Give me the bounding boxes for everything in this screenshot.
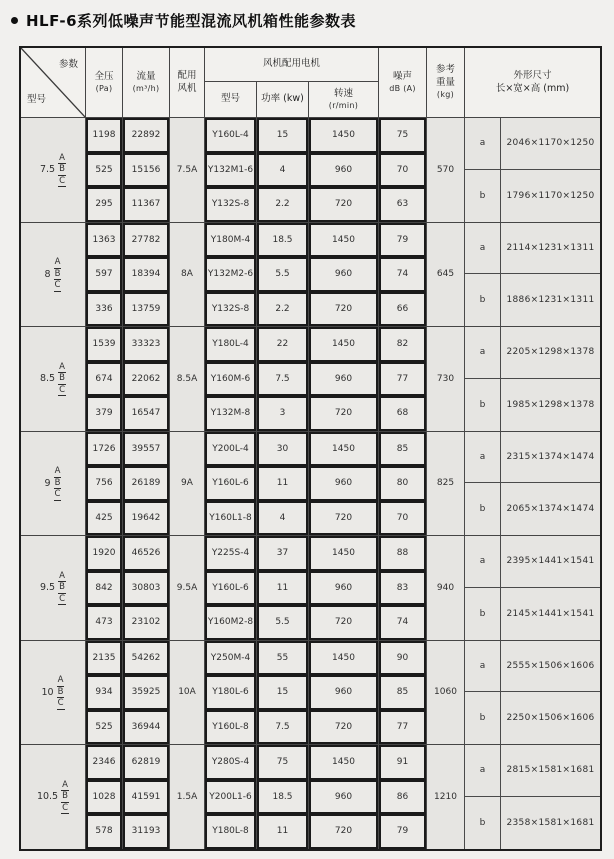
noise-cell: 70 xyxy=(379,501,427,536)
pressure-cell: 379 xyxy=(86,396,123,431)
power-cell: 75 xyxy=(257,745,309,780)
motor-model-cell: Y132M2-6 xyxy=(205,257,257,292)
model-cell xyxy=(21,327,86,431)
motor-model-cell: Y160M-6 xyxy=(205,362,257,397)
pressure-cell: 1198 xyxy=(86,118,123,153)
model-number: 9.5 xyxy=(39,582,56,594)
flow-cell: 15156 xyxy=(123,153,170,188)
variant-label-b: B xyxy=(54,477,61,488)
header-motor-speed: 转速 (r/min) xyxy=(309,82,379,117)
power-cell: 2.2 xyxy=(257,292,309,327)
motor-model-cell: Y200L1-6 xyxy=(205,780,257,815)
variant-label-c: C xyxy=(59,384,66,395)
weight-cell: 645 xyxy=(427,223,465,327)
speed-cell: 960 xyxy=(309,780,379,815)
variant-label-a: A xyxy=(54,466,61,476)
motor-model-cell: Y225S-4 xyxy=(205,536,257,571)
dim-variant-b-label: b xyxy=(465,170,501,222)
speed-cell: 960 xyxy=(309,675,379,710)
pressure-cell: 2346 xyxy=(86,745,123,780)
dim-variant-b-label: b xyxy=(465,692,501,744)
variant-label-a: A xyxy=(59,570,65,581)
power-cell: 3 xyxy=(257,396,309,431)
noise-cell: 77 xyxy=(379,710,427,745)
dimensions-b-cell: 2358×1581×1681 xyxy=(506,817,595,828)
variant-label-c: C xyxy=(54,280,61,290)
table-body xyxy=(21,117,600,849)
noise-cell: 68 xyxy=(379,396,427,431)
power-cell: 4 xyxy=(257,501,309,536)
variant-label-a: A xyxy=(54,257,61,267)
weight-cell: 570 xyxy=(427,118,465,222)
power-cell: 5.5 xyxy=(257,257,309,292)
motor-model-cell: Y132M1-6 xyxy=(205,153,257,188)
motor-model-cell: Y250M-4 xyxy=(205,641,257,676)
table-row-group xyxy=(21,117,600,222)
table-row-group xyxy=(21,326,600,431)
table-row-group xyxy=(21,535,600,640)
pressure-cell: 1539 xyxy=(86,327,123,362)
dimensions-b-cell: 2065×1374×1474 xyxy=(506,504,595,515)
motor-model-cell: Y160L-4 xyxy=(205,118,257,153)
motor-model-cell: Y160L-6 xyxy=(205,571,257,606)
header-motor-group: 风机配用电机 xyxy=(205,48,379,82)
noise-cell: 88 xyxy=(379,536,427,571)
pressure-cell: 1363 xyxy=(86,223,123,258)
header-corner-cell xyxy=(21,48,86,117)
power-cell: 22 xyxy=(257,327,309,362)
table-row-group xyxy=(21,640,600,745)
weight-cell: 730 xyxy=(427,327,465,431)
dim-variant-a-label: a xyxy=(465,118,501,170)
model-variant-stack xyxy=(54,466,62,501)
header-parameter-label: 参数 xyxy=(58,59,78,70)
variant-label-a: A xyxy=(57,675,64,685)
noise-cell: 74 xyxy=(379,605,427,640)
flow-cell: 26189 xyxy=(123,466,170,501)
flow-cell: 46526 xyxy=(123,536,170,571)
pressure-cell: 597 xyxy=(86,257,123,292)
model-variant-stack xyxy=(58,571,66,606)
motor-model-cell: Y280S-4 xyxy=(205,745,257,780)
speed-cell: 720 xyxy=(309,814,379,849)
dimensions-a-cell: 2205×1298×1378 xyxy=(501,327,600,379)
variant-label-b: B xyxy=(59,582,65,592)
power-cell: 55 xyxy=(257,641,309,676)
speed-cell: 1450 xyxy=(309,641,379,676)
fan-size-cell: 7.5A xyxy=(170,118,205,222)
speed-cell: 960 xyxy=(309,571,379,606)
dimensions-b-cell: 2145×1441×1541 xyxy=(506,608,595,619)
pressure-cell: 473 xyxy=(86,605,123,640)
model-variant-stack xyxy=(54,257,62,292)
table-row-group xyxy=(21,222,600,327)
fan-size-cell: 9.5A xyxy=(170,536,205,640)
dim-variant-a-label: a xyxy=(465,641,501,693)
header-motor-model: 型号 xyxy=(205,82,257,117)
speed-cell: 1450 xyxy=(309,118,379,153)
variant-label-a: A xyxy=(59,361,65,372)
bullet-icon xyxy=(11,17,18,24)
dimensions-a-cell: 2046×1170×1250 xyxy=(501,118,600,170)
motor-model-cell: Y180L-8 xyxy=(205,814,257,849)
weight-cell: 825 xyxy=(427,432,465,536)
header-model-label: 型号 xyxy=(27,93,47,105)
power-cell: 11 xyxy=(257,814,309,849)
pressure-cell: 1028 xyxy=(86,780,123,815)
speed-cell: 720 xyxy=(309,187,379,222)
noise-cell: 90 xyxy=(379,641,427,676)
flow-cell: 30803 xyxy=(123,571,170,606)
speed-cell: 1450 xyxy=(309,745,379,780)
flow-cell: 41591 xyxy=(123,780,170,815)
motor-model-cell: Y160M2-8 xyxy=(205,605,257,640)
pressure-cell: 934 xyxy=(86,675,123,710)
noise-cell: 66 xyxy=(379,292,427,327)
dim-variant-b-label: b xyxy=(465,797,501,849)
dim-variant-b-label: b xyxy=(465,379,501,431)
power-cell: 11 xyxy=(257,466,309,501)
model-cell xyxy=(21,536,86,640)
speed-cell: 1450 xyxy=(309,223,379,258)
pressure-cell: 525 xyxy=(86,153,123,188)
noise-cell: 79 xyxy=(379,223,427,258)
model-cell xyxy=(21,641,86,745)
pressure-cell: 578 xyxy=(86,814,123,849)
variant-label-c: C xyxy=(62,802,69,813)
flow-cell: 27782 xyxy=(123,223,170,258)
variant-label-b: B xyxy=(62,791,68,801)
power-cell: 15 xyxy=(257,118,309,153)
weight-cell: 940 xyxy=(427,536,465,640)
fan-size-cell: 1.5A xyxy=(170,745,205,849)
power-cell: 7.5 xyxy=(257,710,309,745)
model-cell xyxy=(21,432,86,536)
model-cell xyxy=(21,745,86,849)
page-title: HLF-6系列低噪声节能型混流风机箱性能参数表 xyxy=(26,12,357,30)
noise-cell: 83 xyxy=(379,571,427,606)
weight-cell: 1060 xyxy=(427,641,465,745)
motor-model-cell: Y160L1-8 xyxy=(205,501,257,536)
motor-model-cell: Y180L-4 xyxy=(205,327,257,362)
noise-cell: 85 xyxy=(379,432,427,467)
model-cell xyxy=(21,118,86,222)
speed-cell: 960 xyxy=(309,466,379,501)
dimensions-b-cell: 1796×1170×1250 xyxy=(506,190,595,201)
power-cell: 2.2 xyxy=(257,187,309,222)
variant-label-a: A xyxy=(59,152,65,163)
noise-cell: 82 xyxy=(379,327,427,362)
header-fan: 配用 风机 xyxy=(170,48,205,117)
power-cell: 18.5 xyxy=(257,780,309,815)
page-title-row xyxy=(11,10,356,31)
speed-cell: 960 xyxy=(309,153,379,188)
motor-model-cell: Y132M-8 xyxy=(205,396,257,431)
noise-cell: 86 xyxy=(379,780,427,815)
variant-label-b: B xyxy=(59,373,65,383)
dim-variant-b-label: b xyxy=(465,274,501,326)
model-variant-stack xyxy=(61,780,69,815)
noise-cell: 85 xyxy=(379,675,427,710)
dimensions-b-cell: 2250×1506×1606 xyxy=(506,713,595,724)
speed-cell: 720 xyxy=(309,605,379,640)
speed-cell: 720 xyxy=(309,292,379,327)
noise-cell: 70 xyxy=(379,153,427,188)
dimensions-a-cell: 2815×1581×1681 xyxy=(501,745,600,797)
dimensions-a-cell: 2114×1231×1311 xyxy=(501,223,600,275)
speed-cell: 1450 xyxy=(309,536,379,571)
motor-model-cell: Y132S-8 xyxy=(205,292,257,327)
variant-label-b: B xyxy=(59,164,65,174)
weight-cell: 1210 xyxy=(427,745,465,849)
header-noise: 噪声 dB (A) xyxy=(379,48,427,117)
fan-size-cell: 8A xyxy=(170,223,205,327)
noise-cell: 80 xyxy=(379,466,427,501)
pressure-cell: 756 xyxy=(86,466,123,501)
table-row-group xyxy=(21,431,600,536)
noise-cell: 79 xyxy=(379,814,427,849)
motor-model-cell: Y180M-4 xyxy=(205,223,257,258)
motor-model-cell: Y160L-6 xyxy=(205,466,257,501)
model-number: 8 xyxy=(44,268,51,280)
variant-label-c: C xyxy=(59,175,66,186)
power-cell: 4 xyxy=(257,153,309,188)
speed-cell: 720 xyxy=(309,396,379,431)
flow-cell: 11367 xyxy=(123,187,170,222)
flow-cell: 22892 xyxy=(123,118,170,153)
table-row-group xyxy=(21,744,600,849)
noise-cell: 74 xyxy=(379,257,427,292)
model-cell xyxy=(21,223,86,327)
pressure-cell: 674 xyxy=(86,362,123,397)
variant-label-c: C xyxy=(54,489,61,499)
flow-cell: 35925 xyxy=(123,675,170,710)
model-number: 10.5 xyxy=(36,791,59,803)
header-pressure: 全压 (Pa) xyxy=(86,48,123,117)
power-cell: 7.5 xyxy=(257,362,309,397)
pressure-cell: 336 xyxy=(86,292,123,327)
dimensions-b-cell: 1985×1298×1378 xyxy=(506,399,595,410)
header-motor-power: 功率 (kw) xyxy=(257,82,309,117)
power-cell: 18.5 xyxy=(257,223,309,258)
motor-model-cell: Y160L-8 xyxy=(205,710,257,745)
dim-variant-a-label: a xyxy=(465,327,501,379)
speed-cell: 720 xyxy=(309,710,379,745)
flow-cell: 13759 xyxy=(123,292,170,327)
noise-cell: 63 xyxy=(379,187,427,222)
flow-cell: 54262 xyxy=(123,641,170,676)
fan-size-cell: 8.5A xyxy=(170,327,205,431)
dim-variant-a-label: a xyxy=(465,536,501,588)
fan-size-cell: 9A xyxy=(170,432,205,536)
variant-label-c: C xyxy=(57,698,64,708)
spec-table xyxy=(19,46,602,851)
variant-label-b: B xyxy=(57,686,64,697)
speed-cell: 960 xyxy=(309,257,379,292)
speed-cell: 960 xyxy=(309,362,379,397)
power-cell: 30 xyxy=(257,432,309,467)
flow-cell: 19642 xyxy=(123,501,170,536)
model-number: 7.5 xyxy=(39,164,56,176)
motor-model-cell: Y200L-4 xyxy=(205,432,257,467)
pressure-cell: 525 xyxy=(86,710,123,745)
dim-variant-a-label: a xyxy=(465,745,501,797)
dimensions-a-cell: 2555×1506×1606 xyxy=(501,641,600,693)
table-header xyxy=(21,48,600,117)
pressure-cell: 2135 xyxy=(86,641,123,676)
speed-cell: 1450 xyxy=(309,327,379,362)
header-dimensions: 外形尺寸 长×宽×高 (mm) xyxy=(495,70,570,94)
header-weight: 参考 重量 (kg) xyxy=(427,48,465,117)
model-number: 8.5 xyxy=(39,373,56,385)
pressure-cell: 295 xyxy=(86,187,123,222)
flow-cell: 31193 xyxy=(123,814,170,849)
pressure-cell: 842 xyxy=(86,571,123,606)
flow-cell: 33323 xyxy=(123,327,170,362)
power-cell: 15 xyxy=(257,675,309,710)
power-cell: 5.5 xyxy=(257,605,309,640)
flow-cell: 22062 xyxy=(123,362,170,397)
dim-variant-a-label: a xyxy=(465,223,501,275)
flow-cell: 16547 xyxy=(123,396,170,431)
dimensions-a-cell: 2395×1441×1541 xyxy=(501,536,600,588)
model-number: 10 xyxy=(41,686,54,698)
pressure-cell: 1726 xyxy=(86,432,123,467)
flow-cell: 36944 xyxy=(123,710,170,745)
power-cell: 11 xyxy=(257,571,309,606)
noise-cell: 75 xyxy=(379,118,427,153)
pressure-cell: 1920 xyxy=(86,536,123,571)
motor-model-cell: Y180L-6 xyxy=(205,675,257,710)
motor-model-cell: Y132S-8 xyxy=(205,187,257,222)
dim-variant-b-label: b xyxy=(465,588,501,640)
noise-cell: 77 xyxy=(379,362,427,397)
power-cell: 37 xyxy=(257,536,309,571)
dim-variant-b-label: b xyxy=(465,483,501,535)
model-variant-stack xyxy=(57,675,65,710)
fan-size-cell: 10A xyxy=(170,641,205,745)
flow-cell: 62819 xyxy=(123,745,170,780)
noise-cell: 91 xyxy=(379,745,427,780)
model-variant-stack xyxy=(58,153,66,188)
model-number: 9 xyxy=(44,477,51,489)
flow-cell: 39557 xyxy=(123,432,170,467)
speed-cell: 720 xyxy=(309,501,379,536)
model-variant-stack xyxy=(58,362,66,397)
dim-variant-a-label: a xyxy=(465,432,501,484)
pressure-cell: 425 xyxy=(86,501,123,536)
variant-label-a: A xyxy=(62,779,68,790)
header-flow: 流量 (m³/h) xyxy=(123,48,170,117)
dimensions-b-cell: 1886×1231×1311 xyxy=(506,295,595,306)
variant-label-b: B xyxy=(54,268,61,279)
flow-cell: 23102 xyxy=(123,605,170,640)
speed-cell: 1450 xyxy=(309,432,379,467)
dimensions-a-cell: 2315×1374×1474 xyxy=(501,432,600,484)
flow-cell: 18394 xyxy=(123,257,170,292)
variant-label-c: C xyxy=(59,593,66,604)
